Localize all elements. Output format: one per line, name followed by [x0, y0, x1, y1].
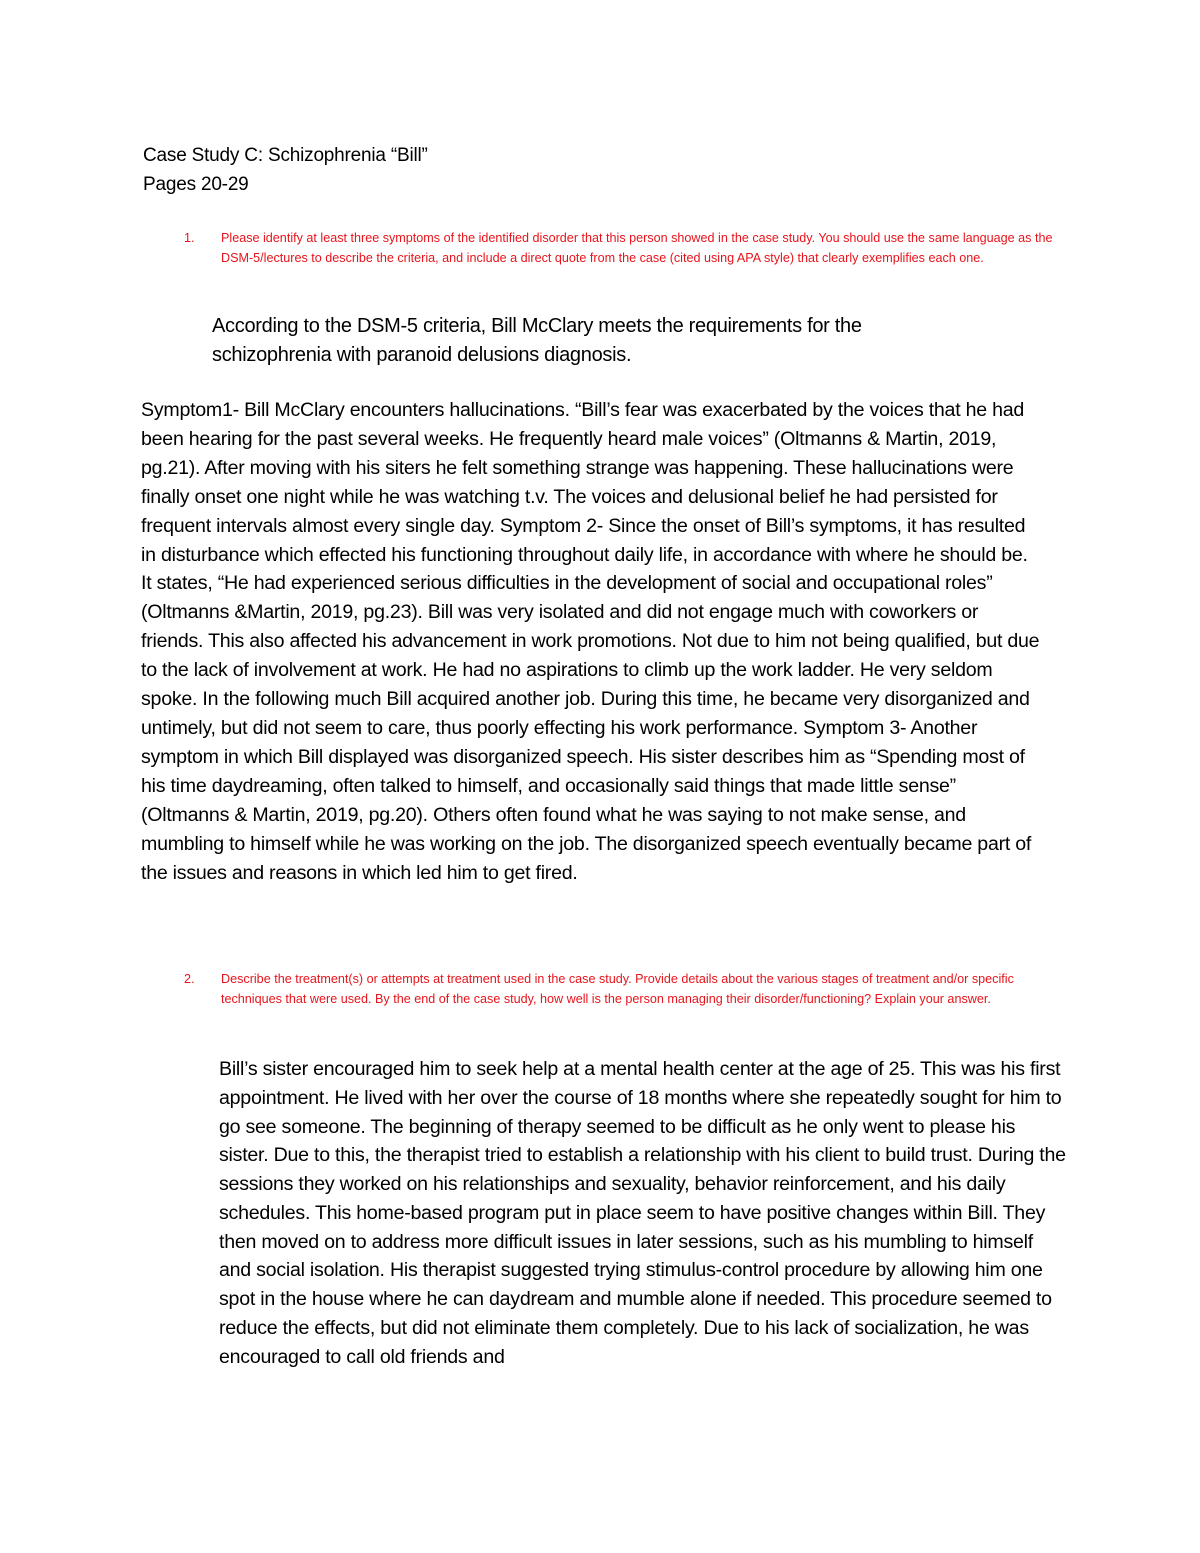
question-1-text: Please identify at least three symptoms of the identified disorder that this person showed in the case study. You should use the same language as the DSM-5/lectures to describe the criteria, and include a direct quote from the case (cited using APA style) that clearly exemplifies each one. — [221, 231, 1053, 265]
question-1-number: 1. — [184, 231, 195, 245]
document-title: Case Study C: Schizophrenia “Bill” — [143, 145, 428, 166]
answer-1-body: Symptom1- Bill McClary encounters hallucinations. “Bill’s fear was exacerbated by the voices that he had been hearing for the past several weeks. He frequently heard male voices” (Oltmanns & Martin, 2019, pg.21). After moving with his siters he felt something strange was happening. These hallucinations were finally onset one night while he was watching t.v. The voices and delusional belief he had persisted for frequent intervals almost every single day. Symptom 2- Since the onset of Bill’s symptoms, it has resulted in disturbance which effected his functioning throughout daily life, in accordance with where he should be. It states, “He had experienced serious difficulties in the development of social and occupational roles” (Oltmanns &Martin, 2019, pg.23). Bill was very isolated and did not engage much with coworkers or friends. This also affected his advancement in work promotions. Not due to him not being qualified, but due to the lack of involvement at work. He had no aspirations to climb up the work ladder. He very seldom spoke. In the following much Bill acquired another job. During this time, he became very disorganized and untimely, but did not seem to care, thus poorly effecting his work performance. Symptom 3- Another symptom in which Bill displayed was disorganized speech. His sister describes him as “Spending most of his time daydreaming, often talked to himself, and occasionally said things that made little sense” (Oltmanns & Martin, 2019, pg.20). Others often found what he was saying to not make sense, and mumbling to himself while he was working on the job. The disorganized speech eventually became part of the issues and reasons in which led him to get fired. — [141, 399, 1040, 884]
question-2-number: 2. — [184, 972, 195, 986]
page-range: Pages 20-29 — [143, 174, 249, 195]
answer-2-body: Bill’s sister encouraged him to seek help at a mental health center at the age of 25. This was his first appointment. He lived with her over the course of 18 months where she repeatedly sought for him to go see someone. The beginning of therapy seemed to be difficult as he only went to please his sister. Due to this, the therapist tried to establish a relationship with his client to build trust. During the sessions they worked on his relationships and sexuality, behavior reinforcement, and his daily schedules. This home-based program put in place seem to have positive changes within Bill. They then moved on to address more difficult issues in later sessions, such as his mumbling to himself and social isolation. His therapist suggested trying stimulus-control procedure by allowing him one spot in the house where he can daydream and mumble alone if needed. This procedure seemed to reduce the effects, but did not eliminate them completely. Due to his lack of socialization, he was encouraged to call old friends and — [219, 1058, 1066, 1368]
answer-1-intro: According to the DSM-5 criteria, Bill McClary meets the requirements for the schizophrenia with paranoid delusions diagnosis. — [212, 315, 862, 366]
question-2-text: Describe the treatment(s) or attempts at treatment used in the case study. Provide details about the various stages of treatment and/or specific techniques that were used. By the end of the case study, how well is the person managing their disorder/functioning? Explain your answer. — [221, 972, 1014, 1006]
